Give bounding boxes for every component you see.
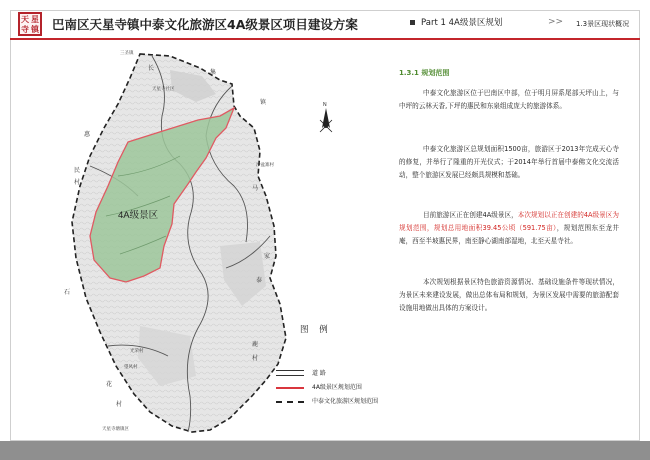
- place-label: 泰: [256, 278, 263, 284]
- paragraph-text: 目前旅游区正在创建4A级景区，: [423, 211, 518, 219]
- place-label: 望风村: [124, 364, 138, 369]
- section-title: 1.3.1 规划范围: [399, 69, 450, 77]
- breadcrumb: 1.3景区现状概况: [576, 20, 630, 28]
- place-label: 村: [252, 356, 259, 362]
- place-label: 花: [106, 382, 113, 388]
- place-label: 民: [74, 168, 81, 174]
- legend-label: 道 路: [312, 370, 326, 377]
- road-line-icon: [276, 370, 304, 376]
- legend-item: [276, 368, 326, 377]
- part-text: Part 1 4A级景区规划: [421, 18, 503, 28]
- part-label: [410, 16, 502, 28]
- logo-char: 星: [31, 14, 39, 24]
- square-bullet-icon: [410, 20, 415, 25]
- place-label: 马: [252, 186, 259, 192]
- place-label: 集: [210, 70, 217, 76]
- place-label: 鹿: [252, 342, 259, 348]
- planning-map: [20, 46, 375, 436]
- place-label: 三圣镇: [120, 50, 134, 55]
- place-label: 村: [74, 180, 81, 186]
- paragraph: 中泰文化旅游区总规划面积1500亩，旅游区于2013年完成天心寺的修复，并举行了隆重的开光仪式；于2014年举行首届中泰佛文化交流活动，整个旅游区发展已经颇具规模和基础。: [399, 145, 619, 179]
- dashed-boundary-icon: [276, 401, 304, 403]
- page-title: 巴南区天星寺镇中泰文化旅游区4A级景区项目建设方案: [52, 17, 358, 32]
- compass-icon: [320, 102, 332, 132]
- zone-label: 4A级景区: [118, 210, 159, 221]
- legend-label: 4A级景区规划范围: [312, 384, 362, 391]
- place-label: 石: [64, 290, 71, 296]
- place-label: 长: [148, 66, 155, 72]
- chevron-right-icon: >>: [548, 17, 564, 27]
- logo-char: 镇: [31, 24, 39, 34]
- paragraph: 中泰文化旅游区位于巴南区中部，位于明月屏系尾部天坪山上，与中坪的云林天香,下坪的惠民和东泉组成庞大的旅游体系。: [399, 89, 619, 110]
- highlight-text: 本次规划以正在创建的4A级景区为规划范围，规划总用地面积39.45公顷（591.75亩）: [399, 211, 619, 232]
- place-label: 村: [116, 402, 123, 408]
- compass-north: N: [323, 102, 327, 108]
- town-logo: [18, 12, 42, 36]
- place-label: 光荣村: [130, 348, 144, 353]
- place-label: 天星寺塘镇区: [102, 426, 129, 431]
- red-boundary-icon: [276, 387, 304, 389]
- logo-char: 天: [21, 14, 29, 24]
- paragraph: [399, 209, 619, 248]
- place-label: 家: [264, 254, 271, 260]
- paragraph: 本次规划根据景区特色旅游资源情况、基础设施条件等现状情况，为景区未来建设发展，做出总体布局和规划，为景区发展中需要的旅游配套设施用地做出具体的方案设计。: [399, 278, 619, 312]
- place-label: 惠: [84, 132, 91, 138]
- place-label: 天星寺社区: [152, 86, 175, 91]
- footer-bar: [0, 441, 650, 460]
- legend-label: 中泰文化旅游区规划范围: [312, 398, 379, 405]
- place-label: 镇: [260, 100, 267, 106]
- legend-item: [276, 382, 362, 391]
- place-label: 沙盆寨村: [256, 162, 274, 167]
- legend-item: [276, 396, 378, 405]
- header-bar: [10, 10, 640, 40]
- logo-char: 寺: [21, 24, 29, 34]
- paragraph-text: ，规划范围东至龙井庵，西至半坡惠民界，南至静心湖南部湿地，北至天星寺社。: [399, 224, 619, 245]
- legend-title: 图 例: [300, 325, 332, 335]
